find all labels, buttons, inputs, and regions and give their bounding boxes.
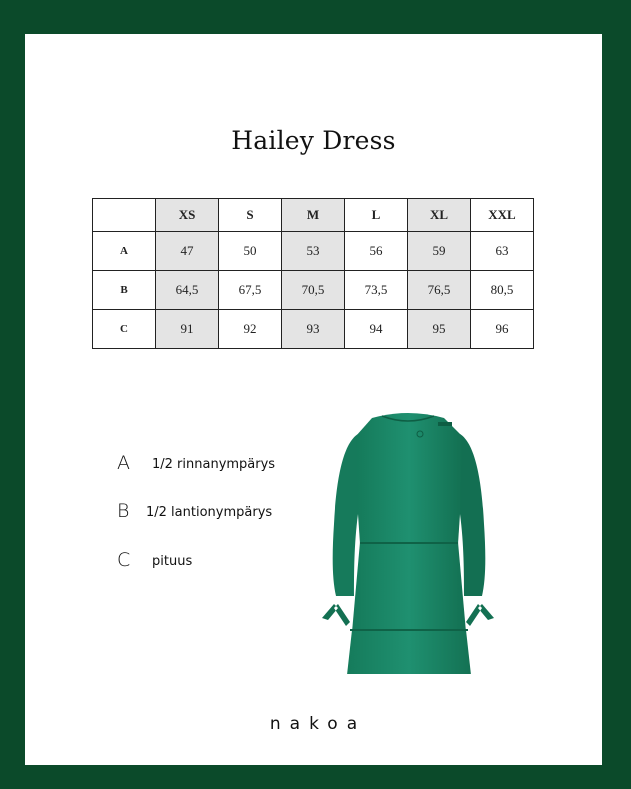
size-guide-card <box>25 34 602 765</box>
table-cell: 80,5 <box>471 271 534 310</box>
table-cell: 67,5 <box>219 271 282 310</box>
table-row <box>93 271 534 310</box>
table-header-row <box>93 199 534 232</box>
table-cell: 95 <box>408 310 471 349</box>
table-cell: 70,5 <box>282 271 345 310</box>
row-label: B <box>93 271 156 310</box>
size-table <box>92 198 534 349</box>
table-cell: 64,5 <box>156 271 219 310</box>
table-row <box>93 232 534 271</box>
table-cell: 53 <box>282 232 345 271</box>
column-header: XL <box>408 199 471 232</box>
legend-text: pituus <box>152 554 193 569</box>
table-cell: 73,5 <box>345 271 408 310</box>
page-title: Hailey Dress <box>231 126 396 155</box>
table-cell: 92 <box>219 310 282 349</box>
table-cell: 59 <box>408 232 471 271</box>
table-cell: 76,5 <box>408 271 471 310</box>
table-corner-cell <box>93 199 156 232</box>
legend-letter: C <box>117 549 131 571</box>
table-cell: 63 <box>471 232 534 271</box>
table-cell: 94 <box>345 310 408 349</box>
row-label: C <box>93 310 156 349</box>
column-header: XXL <box>471 199 534 232</box>
brand-logo: nakoa <box>269 714 367 734</box>
column-header: XS <box>156 199 219 232</box>
row-label: A <box>93 232 156 271</box>
legend-text: 1/2 lantionympärys <box>146 505 273 520</box>
table-row <box>93 310 534 349</box>
table-cell: 50 <box>219 232 282 271</box>
table-cell: 96 <box>471 310 534 349</box>
legend-text: 1/2 rinnanympärys <box>152 457 276 472</box>
table-cell: 91 <box>156 310 219 349</box>
dress-image <box>320 404 495 674</box>
legend-letter: B <box>117 500 130 522</box>
column-header: L <box>345 199 408 232</box>
legend-letter: A <box>117 452 130 474</box>
column-header: S <box>219 199 282 232</box>
column-header: M <box>282 199 345 232</box>
table-cell: 47 <box>156 232 219 271</box>
table-cell: 93 <box>282 310 345 349</box>
table-cell: 56 <box>345 232 408 271</box>
